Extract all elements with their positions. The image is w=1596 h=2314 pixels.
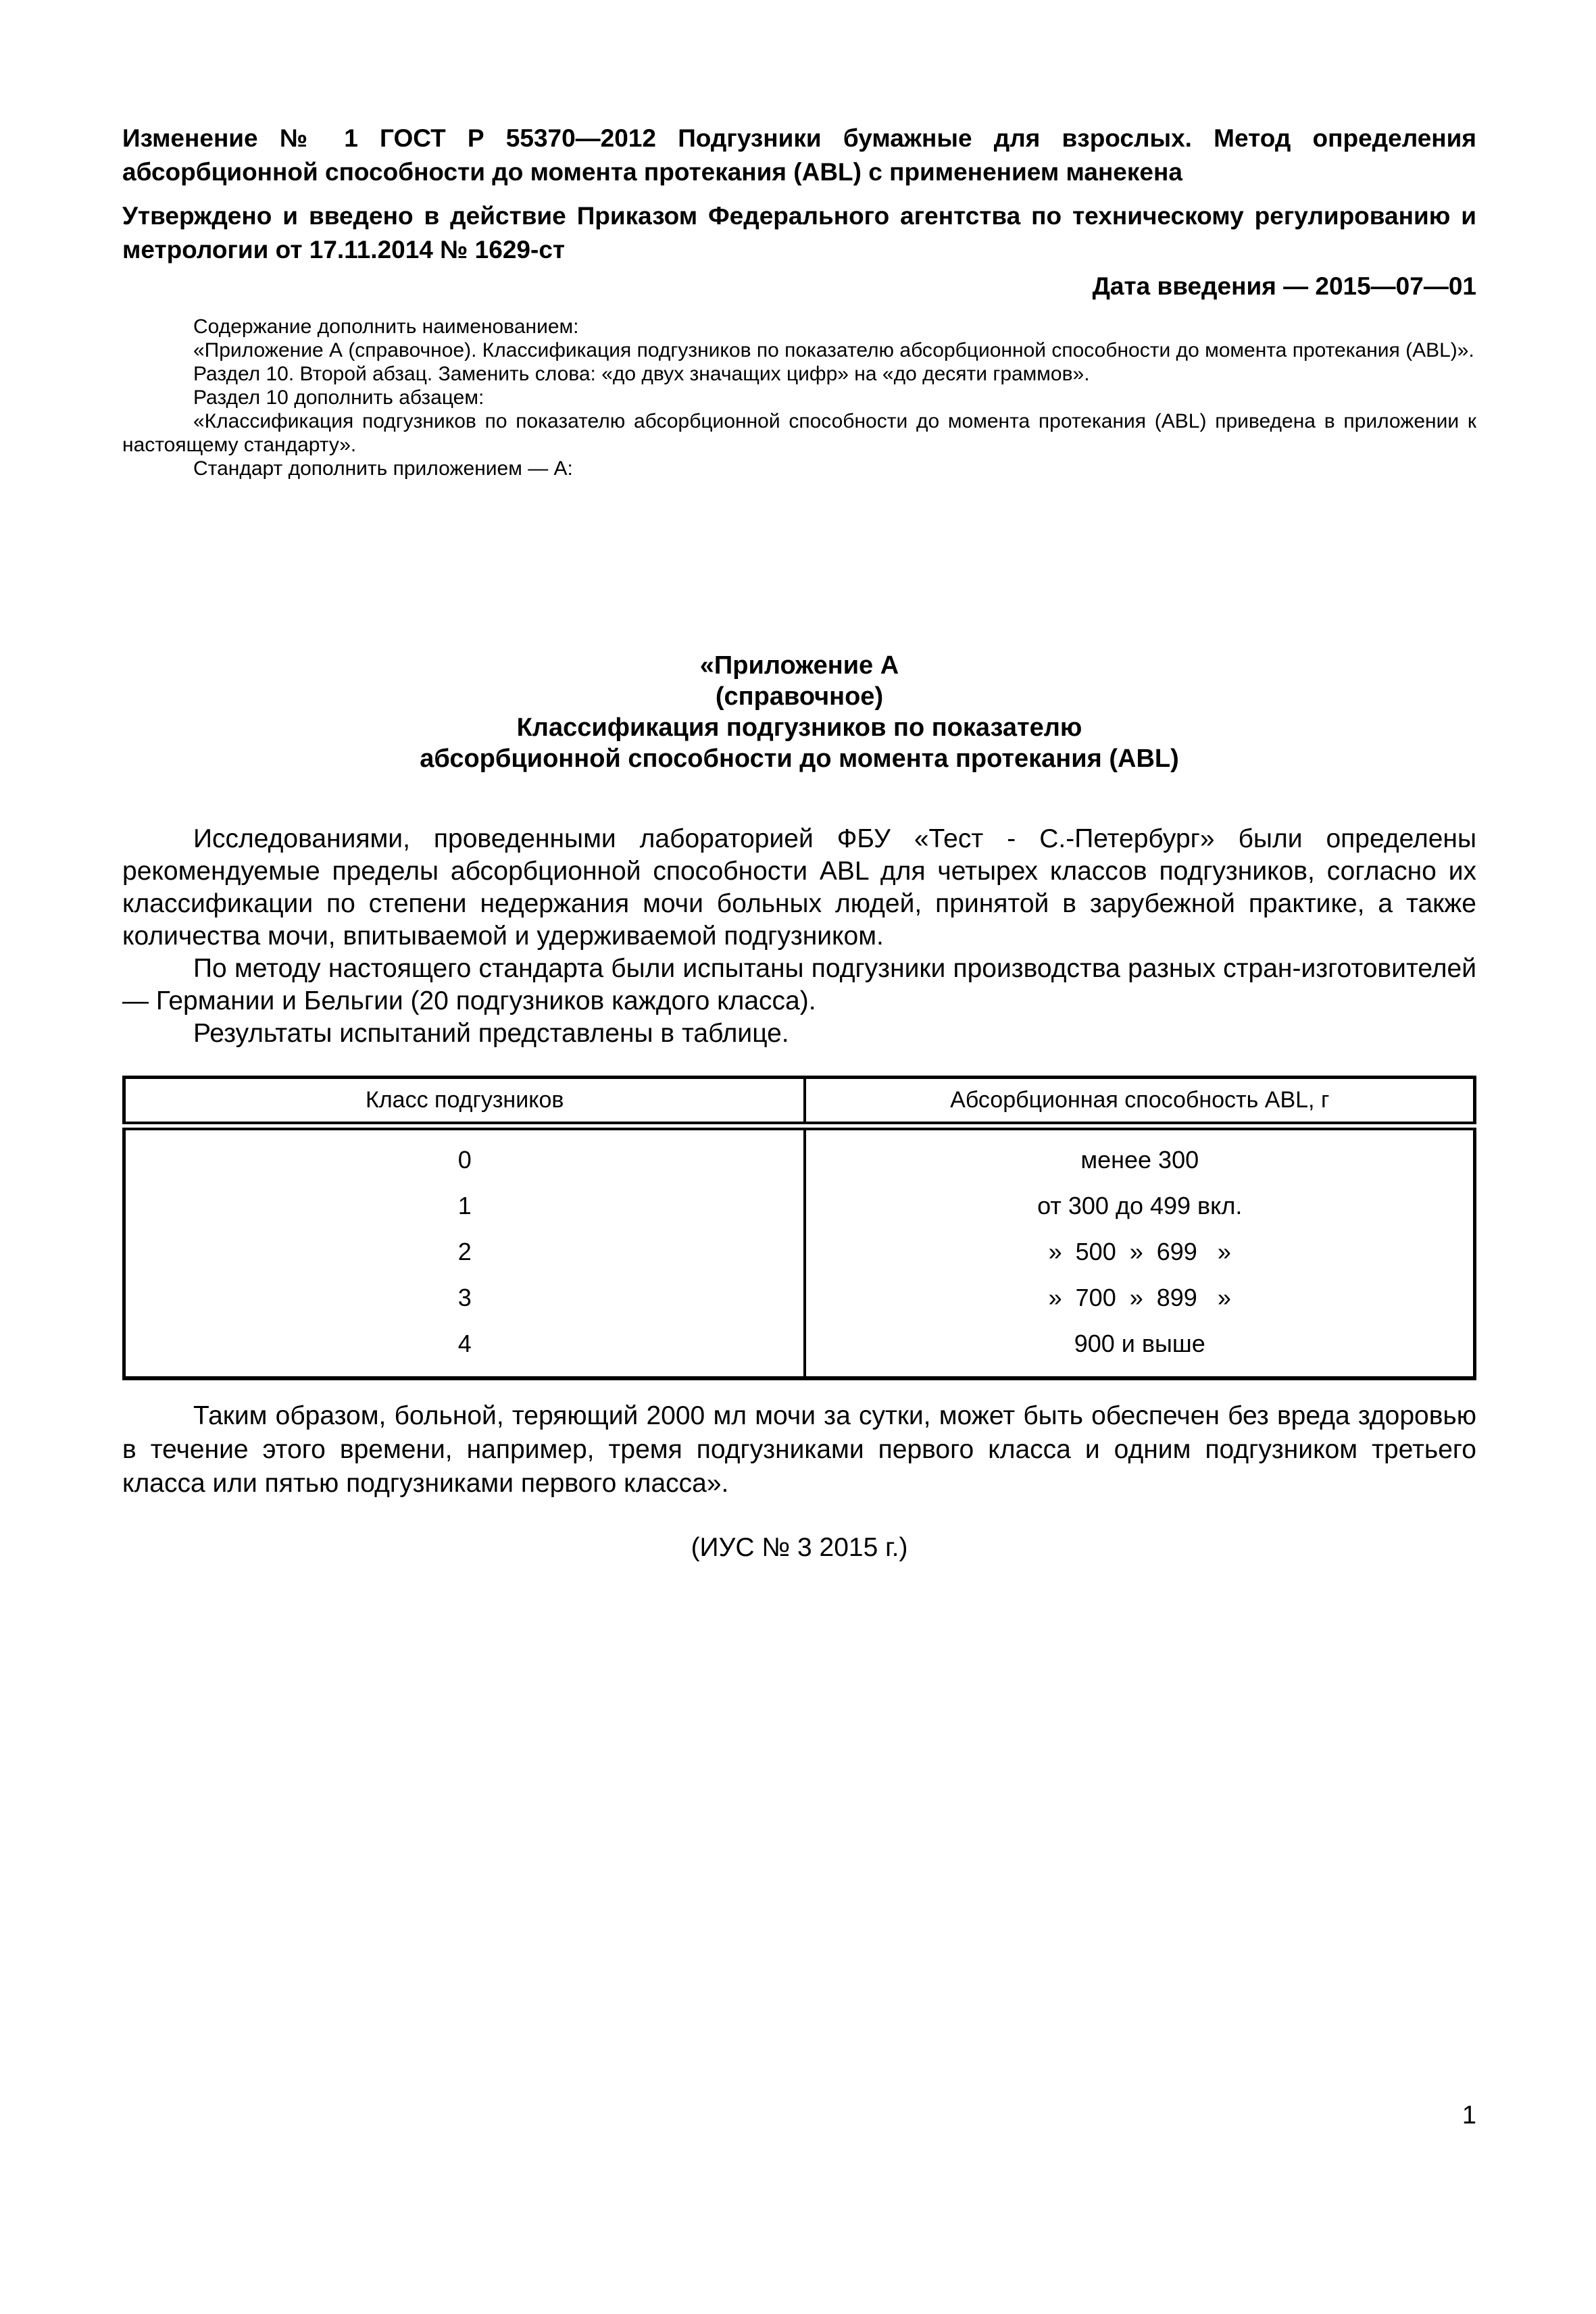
- appendix-paragraph: Результаты испытаний представлены в таблице.: [193, 1019, 789, 1048]
- appendix-paragraph: Исследованиями, проведенными лабораторией ФБУ «Тест - С.-Петербург» были определены рекомендуемые пределы абсорбционной способности ABL для четырех классов подгузников, согласно их классификации по степени недержания мочи больных людей, принятой в зарубежной практике, а также количества мочи, впитываемой и удерживаемой подгузником.: [122, 824, 1476, 951]
- effective-date: Дата введения — 2015—07—01: [1092, 272, 1476, 300]
- table-row: [124, 1126, 1475, 1184]
- table-row: [124, 1229, 1475, 1275]
- appendix-heading: [122, 650, 1476, 774]
- table-cell: от 300 до 499 вкл.: [1037, 1192, 1243, 1219]
- table-cell: менее 300: [1080, 1146, 1199, 1174]
- table-cell: 4: [124, 1321, 805, 1378]
- table-header-absorbency: Абсорбционная способность ABL, г: [805, 1078, 1474, 1126]
- amendment-paragraph: Содержание дополнить наименованием:: [193, 316, 579, 338]
- table-row: [124, 1183, 1475, 1229]
- table-row: [124, 1275, 1475, 1321]
- closing-section: [122, 1399, 1476, 1501]
- classification-table-wrapper: [122, 1076, 1476, 1380]
- amendments-section: [122, 315, 1476, 480]
- appendix-body: [122, 823, 1476, 1050]
- table-cell: 2: [124, 1229, 805, 1275]
- table-row: [124, 1321, 1475, 1378]
- appendix-heading-line: (справочное): [715, 682, 884, 711]
- table-cell: » 500 » 699 »: [1048, 1238, 1231, 1265]
- table-body: [124, 1126, 1475, 1379]
- table-cell: 900 и выше: [1074, 1330, 1205, 1357]
- appendix-heading-line: «Приложение А: [699, 651, 899, 680]
- table-header-class: Класс подгузников: [124, 1078, 805, 1126]
- appendix-heading-line: Классификация подгузников по показателю: [516, 713, 1082, 742]
- table-cell: » 700 » 899 »: [1048, 1284, 1231, 1311]
- classification-table: [122, 1076, 1476, 1380]
- table-cell: 0: [124, 1126, 805, 1184]
- appendix-heading-line: абсорбционной способности до момента протекания (ABL): [420, 745, 1179, 773]
- table-cell: 3: [124, 1275, 805, 1321]
- appendix-paragraph: По методу настоящего стандарта были испытаны подгузники производства разных стран-изготовителей — Германии и Бельгии (20 подгузников каждого класса).: [122, 954, 1476, 1015]
- amendment-paragraph: «Приложение А (справочное). Классификация подгузников по показателю абсорбционной способности до момента протекания (ABL)».: [193, 339, 1474, 361]
- table-header: [124, 1078, 1475, 1126]
- amendment-paragraph: Стандарт дополнить приложением — А:: [193, 457, 573, 480]
- page-number: 1: [1462, 2101, 1476, 2130]
- amendment-paragraph: Раздел 10. Второй абзац. Заменить слова: «до двух значащих цифр» на «до десяти граммов».: [193, 363, 1090, 385]
- ius-reference: (ИУС № 3 2015 г.): [691, 1533, 908, 1562]
- closing-paragraph: Таким образом, больной, теряющий 2000 мл мочи за сутки, может быть обеспечен без вреда здоровью в течение этого времени, например, тремя подгузниками первого класса и одним подгузником третьего класса или пятью подгузниками первого класса».: [122, 1401, 1476, 1498]
- amendment-paragraph: «Классификация подгузников по показателю абсорбционной способности до момента протекания (ABL) приведена в приложении к настоящему стандарту».: [122, 410, 1476, 456]
- approval-note: Утверждено и введено в действие Приказом Федерального агентства по техническому регулированию и метрологии от 17.11.2014 № 1629-ст: [122, 202, 1476, 263]
- table-cell: 1: [124, 1183, 805, 1229]
- document-title: Изменение № 1 ГОСТ Р 55370—2012 Подгузники бумажные для взрослых. Метод определения абсорбционной способности до момента протекания (ABL) с применением манекена: [122, 124, 1476, 186]
- amendment-paragraph: Раздел 10 дополнить абзацем:: [193, 386, 484, 409]
- table-header-row: [124, 1078, 1475, 1126]
